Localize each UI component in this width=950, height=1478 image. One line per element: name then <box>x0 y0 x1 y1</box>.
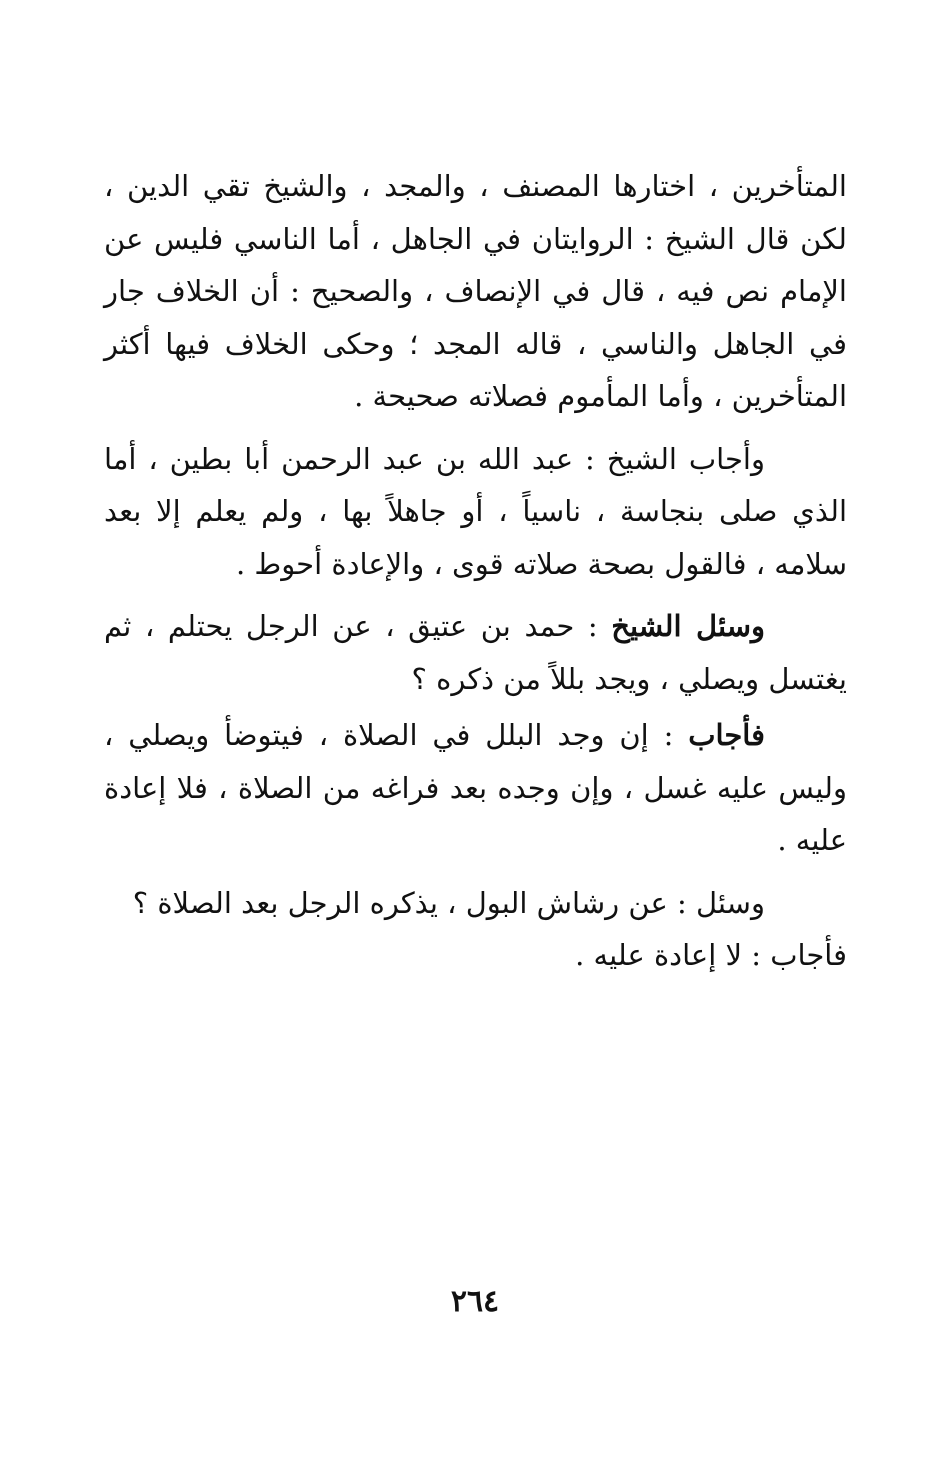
paragraph-1: المتأخرين ، اختارها المصنف ، والمجد ، والشيخ تقي الدين ، لكن قال الشيخ : الروايتان في الجاهل ، أما الناسي فليس عن الإمام نص فيه ، قال في الإنصاف ، والصحيح : أن الخلاف جار في الجاهل والناسي ، قاله المجد ؛ وحكى الخلاف فيها أكثر المتأخرين ، وأما المأموم فصلاته صحيحة . <box>104 169 847 413</box>
paragraph-5: وسئل : عن رشاش البول ، يذكره الرجل بعد الصلاة ؟ <box>132 885 765 920</box>
paragraph-2: وأجاب الشيخ : عبد الله بن عبد الرحمن أبا بطين ، أما الذي صلى بنجاسة ، ناسياً ، أو جاهلاً بها ، ولم يعلم إلا بعد سلامه ، فالقول بصحة صلاته قوى ، والإعادة أحوط . <box>104 441 847 581</box>
answer-text: : إن وجد البلل في الصلاة ، فيتوضأ ويصلي ، وليس عليه غسل ، وإن وجده بعد فراغه من الصلاة ، فلا إعادة عليه . <box>104 718 847 857</box>
page-number: ٢٦٤ <box>450 1284 500 1319</box>
paragraph-4 <box>104 709 847 867</box>
question-text: : حمد بن عتيق ، عن الرجل يحتلم ، ثم يغتسل ويصلي ، ويجد بللاً من ذكره ؟ <box>104 609 847 696</box>
question-lead: وسئل الشيخ <box>611 609 766 643</box>
answer-lead: فأجاب <box>688 718 765 752</box>
paragraph-6: فأجاب : لا إعادة عليه . <box>575 938 847 972</box>
page-body-text <box>104 160 847 982</box>
paragraph-3 <box>104 600 847 705</box>
